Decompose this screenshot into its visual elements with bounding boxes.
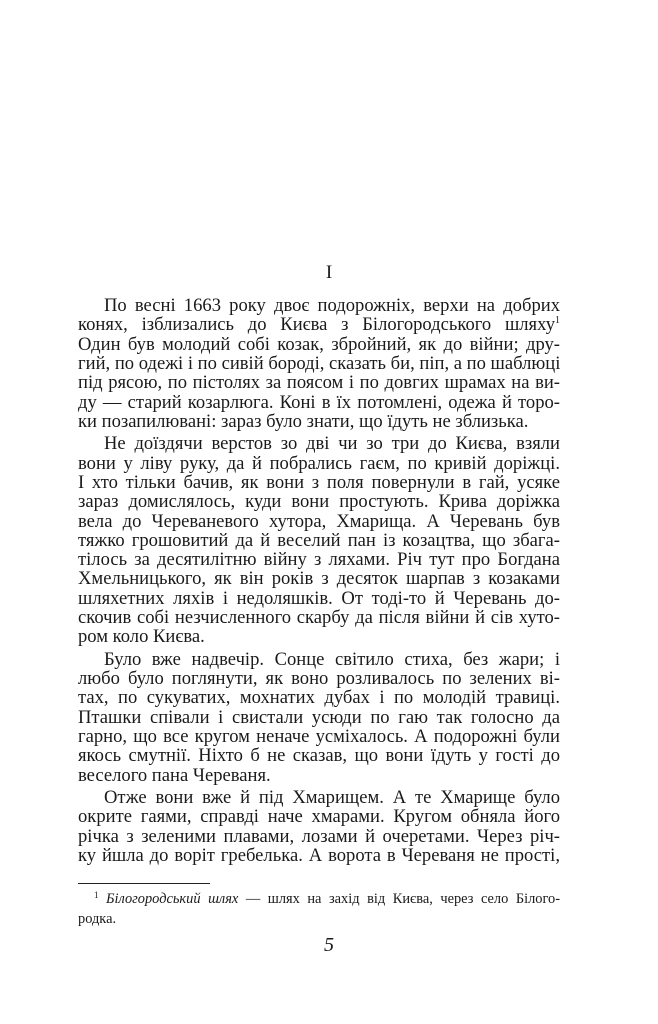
text-line: тілось за десятилітню війну з ляхами. Річ тут про Богдана (78, 549, 560, 570)
text-line: гий, по одежі і по сивій бороді, сказать би, піп, а по шаблюці (78, 353, 561, 374)
text-line: вони у ліву руку, да й побрались гаєм, по кривій доріжці. (78, 453, 560, 474)
text-line: І хто тільки бачив, як вони з поля повернули в гай, усяке (78, 472, 560, 493)
footnote-marker: 1 (555, 315, 560, 326)
text-line: конях, ізблизались до Києва з Білогородського шляху$^1$ (78, 314, 560, 335)
text-line: тяжко грошовитий да й веселий пан із козацтва, що збага- (78, 530, 560, 551)
text-line: шляхетних ляхів і недоляшків. От тоді-то й Черевань до- (78, 588, 560, 609)
text-line: окрите гаями, справді наче хмарами. Кругом обняла його (78, 806, 560, 827)
text-line: ки позапилювані: зараз було знати, що їдуть не зблизька. (78, 411, 529, 432)
text-line: веселого пана Череваня. (78, 765, 271, 786)
footnote-term: Білогородський шлях (106, 891, 239, 907)
text-line: якось смутнії. Ніхто б не сказав, що вони їдуть у гості до (78, 745, 560, 766)
footnote-continuation: родка. (78, 911, 117, 927)
text-line: під рясою, по пістолях за поясом і по довгих шрамах на ви- (78, 372, 560, 393)
text-line: Не доїздячи верстов зо дві чи зо три до Києва, взяли (104, 433, 560, 454)
footnote-divider (78, 883, 210, 884)
text-line: зараз домислялось, куди вони простують. Крива доріжка (78, 491, 560, 512)
page-number: 5 (324, 934, 334, 956)
text-line: Один був молодий собі козак, збройний, як до війни; дру- (78, 334, 560, 355)
text-line: Отже вони вже й під Хмарищем. А те Хмарище було (104, 787, 560, 808)
footnote-marker: 1 (94, 890, 99, 900)
text-line: Пташки співали і свистали усюди по гаю так голосно да (78, 707, 560, 728)
text-line: річка з зеленими плавами, лозами й очеретами. Через річ- (78, 826, 560, 847)
text-line: вела до Череваневого хутора, Хмарища. А Черевань був (78, 511, 560, 532)
text-line: Хмельницького, як він років з десяток шарпав з козаками (78, 568, 560, 589)
text-line: По весні 1663 року двоє подорожніх, верхи на добрих (104, 295, 560, 316)
text-line: Було вже надвечір. Сонце світило стиха, без жари; і (104, 649, 560, 670)
text-line: любо було поглянути, як воно розливалось по зелених ві- (78, 668, 560, 689)
footnote: $^1$ Білогородський шлях — шлях на захід від Києва, через село Білого- (94, 890, 560, 907)
text-line: ду — старий козарлюга. Коні в їх потомлені, одежа й торо- (78, 392, 560, 413)
chapter-heading: I (325, 262, 333, 283)
text-line: гарно, що все кругом неначе усміхалось. А подорожні були (78, 726, 560, 747)
text-line: тах, по сукуватих, мохнатих дубах і по молодій травиці. (78, 687, 560, 708)
text-line: ром коло Києва. (78, 626, 205, 647)
text-line: ку йшла до воріт гребелька. А ворота в Череваня не прості, (78, 845, 560, 866)
text-line: скочив собі незчисленного скарбу да після війни й сів хуто- (78, 607, 560, 628)
